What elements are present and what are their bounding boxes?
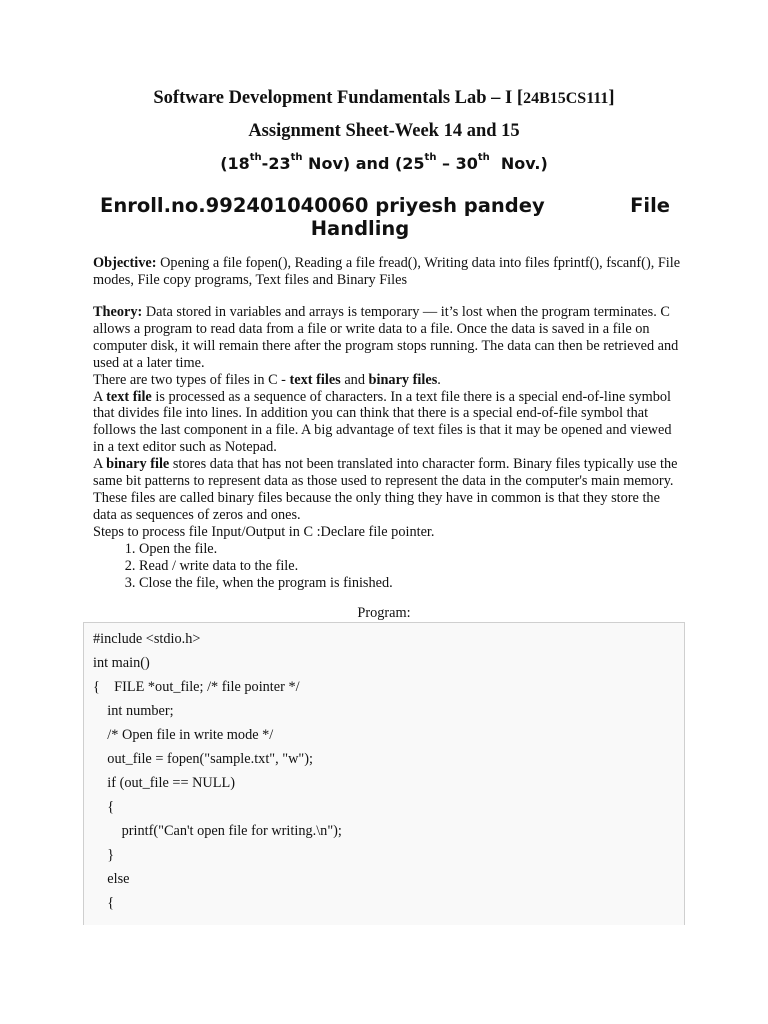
code-line: { bbox=[93, 895, 115, 911]
steps-list bbox=[93, 541, 683, 592]
course-title: Software Development Fundamentals Lab – I [24B15CS111] bbox=[153, 88, 615, 108]
code-line: out_file = fopen("sample.txt", "w"); bbox=[93, 751, 314, 767]
list-item: 3. Close the file, when the program is finished. bbox=[139, 575, 683, 592]
topic-word-handling: Handling bbox=[310, 217, 410, 240]
topic-word-file: File bbox=[630, 194, 670, 217]
code-line: int number; bbox=[93, 703, 174, 719]
code-line: else bbox=[93, 871, 130, 887]
list-item: 2. Read / write data to the file. bbox=[139, 558, 683, 575]
list-item: 1. Open the file. bbox=[139, 541, 683, 558]
code-line: } bbox=[93, 847, 115, 863]
theory-intro: Theory: Data stored in variables and arrays is temporary — it’s lost when the program terminates. C allows a program to read data from a file or write data to a file. Once the data is saved in a file on computer disk, it will remain there after the program stops running. The data can then be retrieved and used at a later time. bbox=[93, 304, 679, 371]
steps-intro: Steps to process file Input/Output in C :Declare file pointer. bbox=[93, 523, 435, 540]
objective-label: Objective: bbox=[93, 255, 157, 271]
code-line: if (out_file == NULL) bbox=[93, 775, 235, 791]
code-line: int main() bbox=[93, 655, 150, 671]
date-range: (18th-23th Nov) and (25th – 30th Nov.) bbox=[220, 152, 548, 173]
objective-text: Opening a file fopen(), Reading a file fread(), Writing data into files fprintf(), fscanf(), File modes, File copy programs, Text files and Binary Files bbox=[93, 255, 681, 288]
enrollment-heading bbox=[100, 194, 670, 240]
binary-file-paragraph: A binary file stores data that has not been translated into character form. Binary files typically use the same bit patterns to represent data as those used to represent the data in the computer's main memory. These files are called binary files because the only thing they have in common is that they store the data as sequences of zeros and ones. bbox=[93, 456, 678, 523]
code-line: printf("Can't open file for writing.\n"); bbox=[93, 823, 342, 839]
program-label: Program: bbox=[357, 605, 411, 621]
code-line: /* Open file in write mode */ bbox=[93, 727, 274, 743]
code-line: { FILE *out_file; /* file pointer */ bbox=[93, 679, 300, 695]
text-file-paragraph: A text file is processed as a sequence of characters. In a text file there is a special end-of-line symbol that divides file into lines. In addition you can think that there is a special end-of-file symbol that follows the last component in a file. A big advantage of text files is that it may be opened and viewed in a text editor such as Notepad. bbox=[93, 388, 672, 456]
code-line: #include <stdio.h> bbox=[93, 631, 201, 647]
file-types-line: There are two types of files in C - text files and binary files. bbox=[93, 371, 441, 388]
code-block bbox=[83, 622, 685, 925]
code-line: { bbox=[93, 799, 115, 815]
objective-paragraph bbox=[93, 255, 683, 289]
assignment-title: Assignment Sheet-Week 14 and 15 bbox=[248, 121, 520, 141]
enroll-id-name: Enroll.no.992401040060 priyesh pandey bbox=[100, 194, 545, 217]
theory-section bbox=[93, 304, 683, 591]
